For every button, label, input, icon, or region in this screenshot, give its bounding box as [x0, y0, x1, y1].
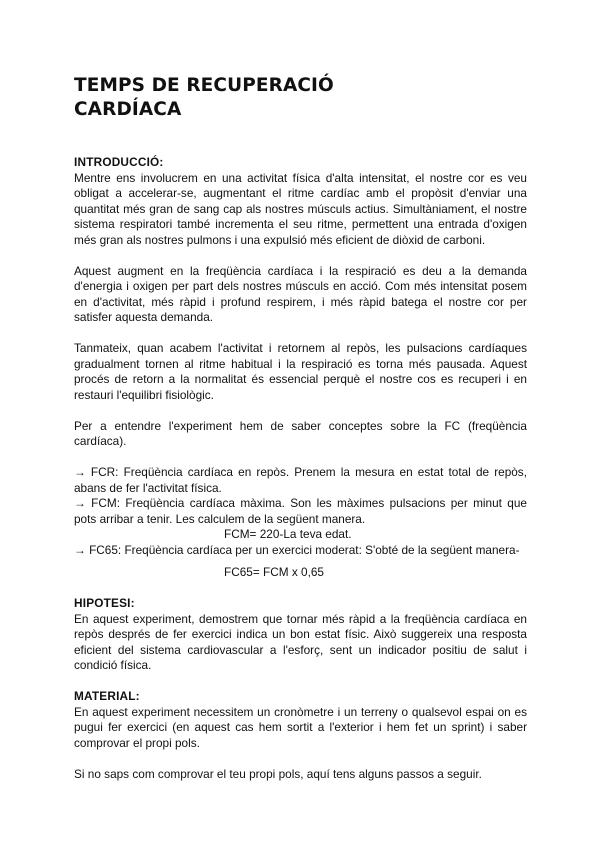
- fc65-definition: → FC65: Freqüència cardíaca per un exercici moderat: S'obté de la següent manera-: [74, 542, 520, 557]
- intro-heading: INTRODUCCIÓ:: [74, 155, 164, 169]
- fcm-definition: → FCM: Freqüència cardíaca màxima. Son les màximes pulsacions per minut que pots arribar a tenir. Les calculem de la següent manera.: [74, 496, 527, 526]
- material-heading: MATERIAL:: [74, 689, 140, 703]
- spacer: [74, 751, 527, 767]
- intro-paragraph-4: Per a entendre l'experiment hem de saber conceptes sobre la FC (freqüència cardíaca).: [74, 418, 527, 448]
- fcm-formula: FCM= 220-La teva edat.: [224, 527, 352, 541]
- intro-paragraph-1: Mentre ens involucrem en una activitat física d'alta intensitat, el nostre cor es veu obligat a accelerar-se, augmentant el ritme cardíac amb el propòsit d'enviar una quantitat més gran de sang cap als nostres músculs actius. Simultàniament, el nostre sistema respiratori també incrementa el seu ritme, permettent una entrada d'oxigen més gran als nostres pulmons i una expulsió més eficient de diòxid de carboni.: [74, 170, 527, 247]
- intro-paragraph-2: Aquest augment en la freqüència cardíaca i la respiració es deu a la demanda d'energia i oxigen per part dels nostres músculs en acció. Com més intensitat posem en d'activitat, més ràpid i profund respirem, i més ràpid batega el nostre cor per satisfer aquesta demanda.: [74, 263, 527, 324]
- document-body: [74, 155, 527, 782]
- fcr-definition: → FCR: Freqüència cardíaca en repòs. Prenem la mesura en estat total de repòs, abans de fer l'activitat física.: [74, 465, 527, 495]
- spacer: [74, 558, 527, 565]
- spacer: [74, 450, 527, 466]
- spacer: [74, 674, 527, 690]
- material-paragraph-2: Si no saps com comprovar el teu propi pols, aquí tens alguns passos a seguir.: [74, 766, 482, 781]
- spacer: [74, 403, 527, 419]
- hypothesis-paragraph: En aquest experiment, demostrem que tornar més ràpid a la freqüència cardíaca en repòs després de fer exercici indica un bon estat físic. Això suggereix una resposta eficient del sistema cardiovascular a l'esforç, sent un indicador positiu de salut i condició física.: [74, 611, 527, 672]
- spacer: [74, 326, 527, 342]
- material-paragraph-1: En aquest experiment necessitem un cronòmetre i un terreny o qualsevol espai on es pugui fer exercici (en aquest cas hem sortit a l'exterior i hem fet un sprint) i saber comprovar el propi pols.: [74, 704, 527, 750]
- fc65-formula: FC65= FCM x 0,65: [224, 565, 324, 579]
- document-title: [74, 74, 334, 122]
- spacer: [74, 581, 527, 597]
- hypothesis-heading: HIPOTESI:: [74, 596, 135, 610]
- title-line-2: CARDÍACA: [74, 99, 182, 120]
- intro-paragraph-3: Tanmateix, quan acabem l'activitat i retornem al repòs, les pulsacions cardíaques gradualment tornen al ritme habitual i la respiració es torna més pausada. Aquest procés de retorn a la normalitat és essencial perquè el nostre cos es recuperi i en restauri l'equilibri fisiològic.: [74, 341, 527, 402]
- spacer: [74, 248, 527, 264]
- title-line-1: TEMPS DE RECUPERACIÓ: [74, 75, 334, 96]
